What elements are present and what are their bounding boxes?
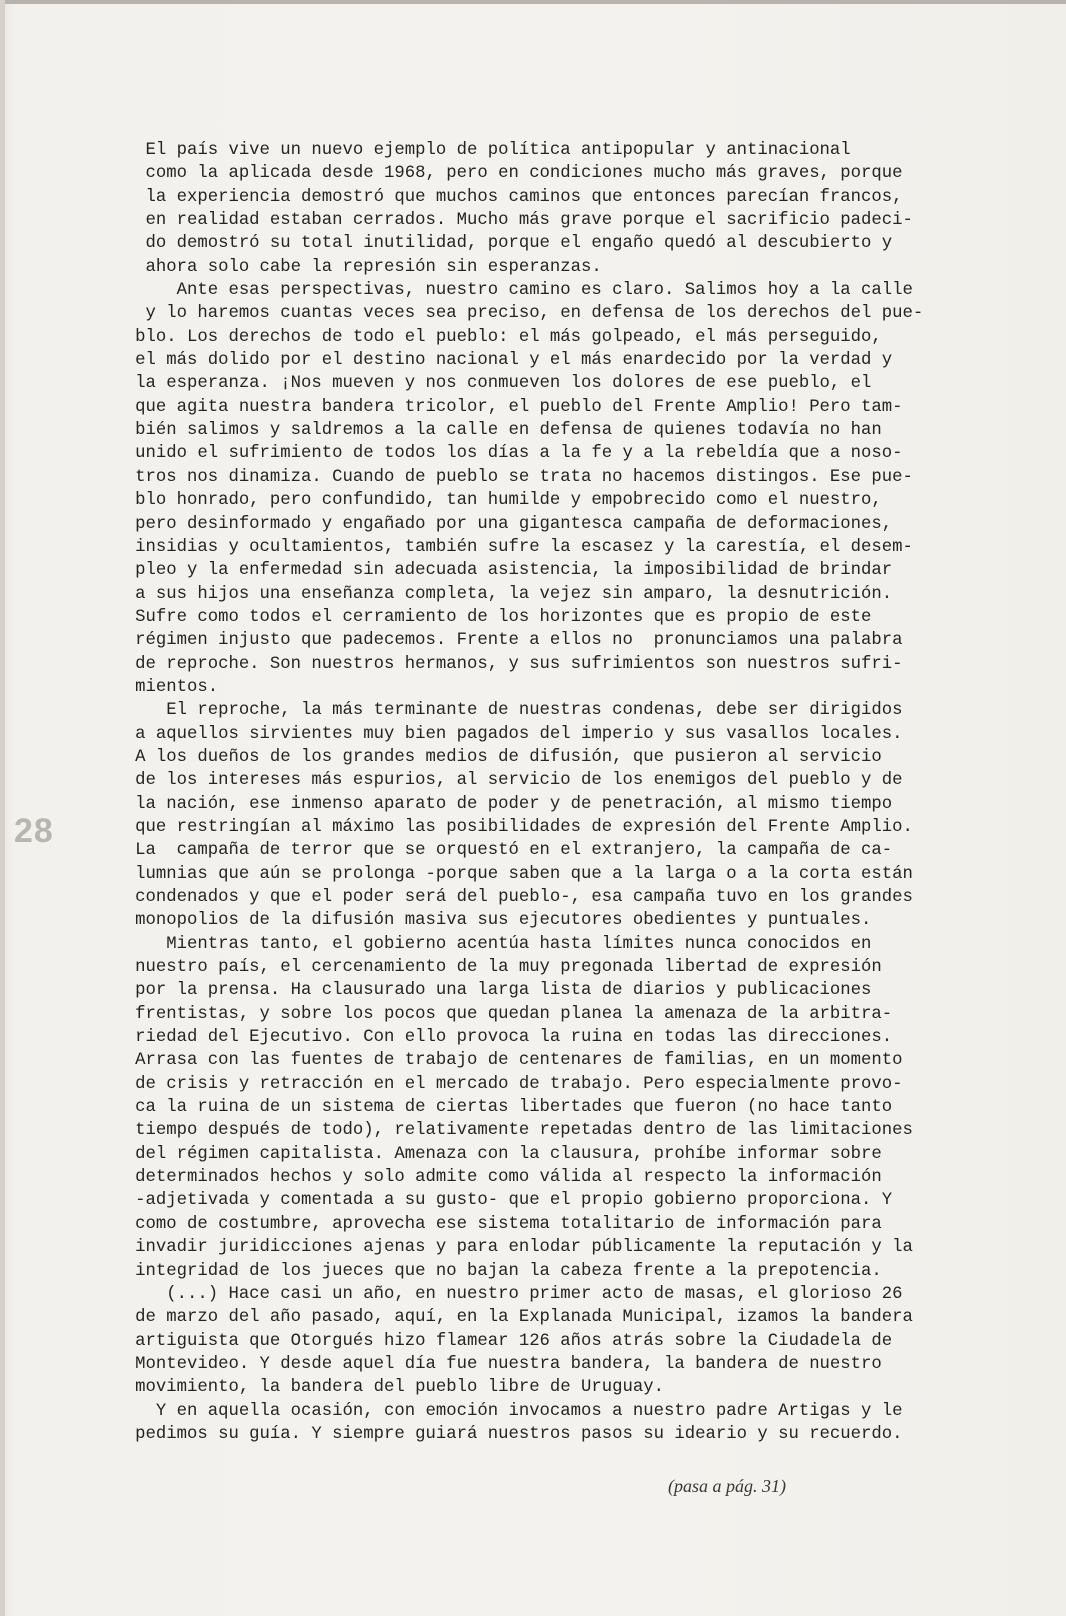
text-line: condenados y que el poder será del pueblo-, esa campaña tuvo en los grandes (104, 888, 913, 907)
text-line: determinados hechos y solo admite como válida al respecto la información (104, 1168, 882, 1188)
text-line: pero desinformado y engañado por una gigantesca campaña de deformaciones, (104, 514, 893, 534)
text-line: en realidad estaban cerrados. Mucho más grave porque el sacrificio padeci- (104, 211, 913, 231)
text-line: la esperanza. ¡Nos mueven y nos conmueven los dolores de ese pueblo, el (104, 374, 872, 394)
text-line: como de costumbre, aprovecha ese sistema totalitario de información para (104, 1214, 882, 1234)
text-line: insidias y ocultamientos, también sufre la escasez y la carestía, el desem- (104, 537, 913, 557)
text-line: Mientras tanto, el gobierno acentúa hasta límites nunca conocidos en (104, 934, 872, 954)
text-line: A los dueños de los grandes medios de difusión, que pusieron al servicio (104, 747, 882, 767)
text-line: a sus hijos una enseñanza completa, la vejez sin amparo, la desnutrición. (104, 584, 893, 604)
text-line: blo honrado, pero confundido, tan humilde y empobrecido como el nuestro, (104, 491, 882, 511)
text-line: Montevideo. Y desde aquel día fue nuestra bandera, la bandera de nuestro (104, 1354, 882, 1374)
text-line: ahora solo cabe la represión sin esperanzas. (104, 257, 602, 277)
continued-on-note: (pasa a pág. 31) (668, 1476, 786, 1496)
page-top-edge (0, 0, 1066, 4)
text-line: unido el sufrimiento de todos los días a la fe y a la rebeldía que a noso- (104, 444, 903, 464)
text-line: de marzo del año pasado, aquí, en la Explanada Municipal, izamos la bandera (104, 1308, 913, 1328)
text-line: régimen injusto que padecemos. Frente a ellos no pronunciamos una palabra (104, 631, 903, 651)
text-line: mientos. (104, 677, 219, 697)
text-line: lumnias que aún se prolonga -porque saben que a la larga o a la corta están (104, 864, 913, 884)
text-line: blo. Los derechos de todo el pueblo: el más golpeado, el más perseguido, (104, 327, 882, 347)
text-line: do demostró su total inutilidad, porque el engaño quedó al descubierto y (104, 234, 893, 254)
text-line: tiempo después de todo), relativamente repetadas dentro de las limitaciones (104, 1121, 913, 1141)
text-line: del régimen capitalista. Amenaza con la clausura, prohíbe informar sobre (104, 1144, 882, 1164)
text-line: (...) Hace casi un año, en nuestro primer acto de masas, el glorioso 26 (104, 1284, 903, 1304)
text-line: El reproche, la más terminante de nuestras condenas, debe ser dirigidos (104, 701, 903, 721)
text-line: artiguista que Otorgués hizo flamear 126 años atrás sobre la Ciudadela de (104, 1331, 893, 1351)
text-line: ca la ruina de un sistema de ciertas libertades que fueron (no hace tanto (104, 1098, 893, 1118)
text-line: la nación, ese inmenso aparato de poder y de penetración, al mismo tiempo (104, 794, 893, 814)
text-line: de los intereses más espurios, al servicio de los enemigos del pueblo y de (104, 771, 903, 791)
text-line: pleo y la enfermedad sin adecuada asistencia, la imposibilidad de brindar (104, 561, 893, 581)
text-line: Y en aquella ocasión, con emoción invocamos a nuestro padre Artigas y le (104, 1401, 903, 1421)
text-line: monopolios de la difusión masiva sus ejecutores obedientes y puntuales. (104, 911, 872, 931)
text-line: pedimos su guía. Y siempre guiará nuestros pasos su ideario y su recuerdo. (104, 1424, 903, 1444)
text-line: Sufre como todos el cerramiento de los horizontes que es propio de este (104, 607, 872, 627)
page-number: 28 (14, 812, 54, 850)
text-line: que agita nuestra bandera tricolor, el pueblo del Frente Amplio! Pero tam- (104, 397, 903, 417)
text-line: de reproche. Son nuestros hermanos, y sus sufrimientos son nuestros sufri- (104, 654, 903, 674)
text-line: riedad del Ejecutivo. Con ello provoca la ruina en todas las direcciones. (104, 1028, 893, 1048)
text-line: a aquellos sirvientes muy bien pagados del imperio y sus vasallos locales. (104, 724, 903, 744)
text-line: la experiencia demostró que muchos caminos que entonces parecían francos, (104, 187, 903, 207)
text-line: por la prensa. Ha clausurado una larga lista de diarios y publicaciones (104, 981, 872, 1001)
text-line: tros nos dinamiza. Cuando de pueblo se trata no hacemos distingos. Ese pue- (104, 467, 913, 487)
text-line: y lo haremos cuantas veces sea preciso, en defensa de los derechos del pue- (104, 304, 924, 324)
text-line: como la aplicada desde 1968, pero en condiciones mucho más graves, porque (104, 164, 903, 184)
text-line: movimiento, la bandera del pueblo libre de Uruguay. (104, 1378, 665, 1398)
text-line: -adjetivada y comentada a su gusto- que el propio gobierno proporciona. Y (104, 1191, 893, 1211)
text-line: de crisis y retracción en el mercado de trabajo. Pero especialmente provo- (104, 1074, 903, 1094)
text-line: La campaña de terror que se orquestó en el extranjero, la campaña de ca- (104, 841, 893, 861)
text-line: que restringían al máximo las posibilidades de expresión del Frente Amplio. (104, 817, 913, 837)
page-binding-edge (0, 0, 5, 1616)
text-line: El país vive un nuevo ejemplo de política antipopular y antinacional (104, 141, 851, 160)
text-line: integridad de los jueces que no bajan la cabeza frente a la prepotencia. (104, 1261, 882, 1281)
text-line: bién salimos y saldremos a la calle en defensa de quienes todavía no han (104, 421, 882, 441)
text-line: nuestro país, el cercenamiento de la muy pregonada libertad de expresión (104, 958, 882, 978)
text-line: Ante esas perspectivas, nuestro camino es claro. Salimos hoy a la calle (104, 281, 913, 301)
text-line: el más dolido por el destino nacional y el más enardecido por la verdad y (104, 351, 893, 371)
text-line: frentistas, y sobre los pocos que quedan planea la amenaza de la arbitra- (104, 1004, 893, 1024)
body-text (104, 139, 1019, 1446)
text-line: invadir juridicciones ajenas y para enlodar públicamente la reputación y la (104, 1238, 913, 1258)
text-line: Arrasa con las fuentes de trabajo de centenares de familias, en un momento (104, 1051, 903, 1071)
